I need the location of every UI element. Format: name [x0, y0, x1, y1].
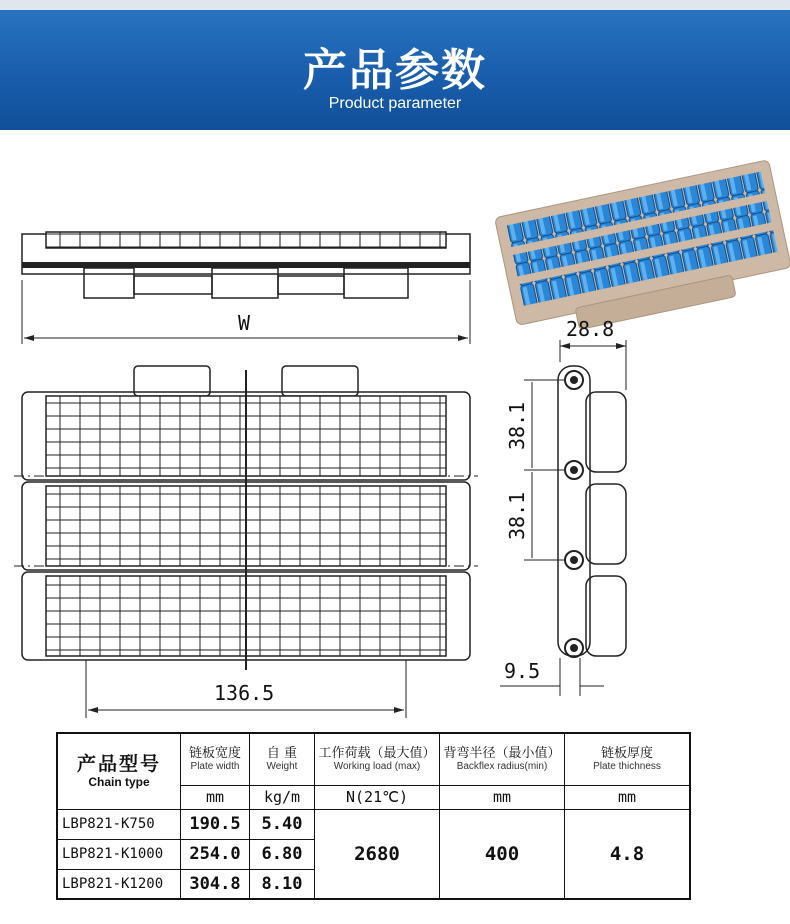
- header-banner: [0, 0, 790, 130]
- product-photo: [495, 160, 790, 342]
- header-backflex-radius: 背弯半径（最小值） Backflex radius(min): [440, 733, 565, 785]
- width-label: W: [238, 311, 251, 335]
- unit-weight: kg/m: [250, 785, 315, 809]
- unit-working-load: N(21℃): [315, 785, 440, 809]
- unit-backflex-radius: mm: [440, 785, 565, 809]
- pitch-dim-label-2: 38.1: [505, 491, 529, 540]
- header-plate-width: 链板宽度 Plate width: [181, 733, 250, 785]
- chain-type-cell: LBP821-K750: [57, 809, 181, 839]
- plate-width-cell: 254.0: [181, 839, 250, 869]
- header-working-load: 工作荷载（最大值） Working load (max): [315, 733, 440, 785]
- hinge-dim-label: 9.5: [504, 659, 541, 683]
- header-weight: 自 重 Weight: [250, 733, 315, 785]
- side-view: [22, 232, 470, 344]
- header-plate-thickness: 链板厚度 Plate thichness: [565, 733, 691, 785]
- chain-type-cell: LBP821-K1000: [57, 839, 181, 869]
- banner-top-strip: [0, 0, 790, 10]
- working-load-value: 2680: [315, 809, 440, 899]
- plate-width-cell: 304.8: [181, 869, 250, 899]
- unit-plate-width: mm: [181, 785, 250, 809]
- chain-type-cell: LBP821-K1200: [57, 869, 181, 899]
- banner-title: 产品参数: [303, 45, 487, 96]
- thickness-dim-label: 28.8: [566, 317, 615, 341]
- weight-cell: 8.10: [250, 869, 315, 899]
- header-chain-type: 产品型号 Chain type: [57, 733, 181, 809]
- weight-cell: 5.40: [250, 809, 315, 839]
- table-row: [57, 809, 690, 839]
- pitch-dim-label-1: 38.1: [505, 401, 529, 450]
- plate-width-cell: 190.5: [181, 809, 250, 839]
- header-row: [57, 733, 690, 785]
- plate-thickness-value: 4.8: [565, 809, 691, 899]
- top-view: [14, 366, 478, 718]
- weight-cell: 6.80: [250, 839, 315, 869]
- spec-table: [56, 732, 691, 900]
- backflex-radius-value: 400: [440, 809, 565, 899]
- technical-drawing: [0, 130, 790, 730]
- unit-plate-thickness: mm: [565, 785, 691, 809]
- module-dim-label: 136.5: [214, 681, 275, 705]
- section-view: [500, 317, 626, 696]
- banner-subtitle: Product parameter: [328, 95, 462, 112]
